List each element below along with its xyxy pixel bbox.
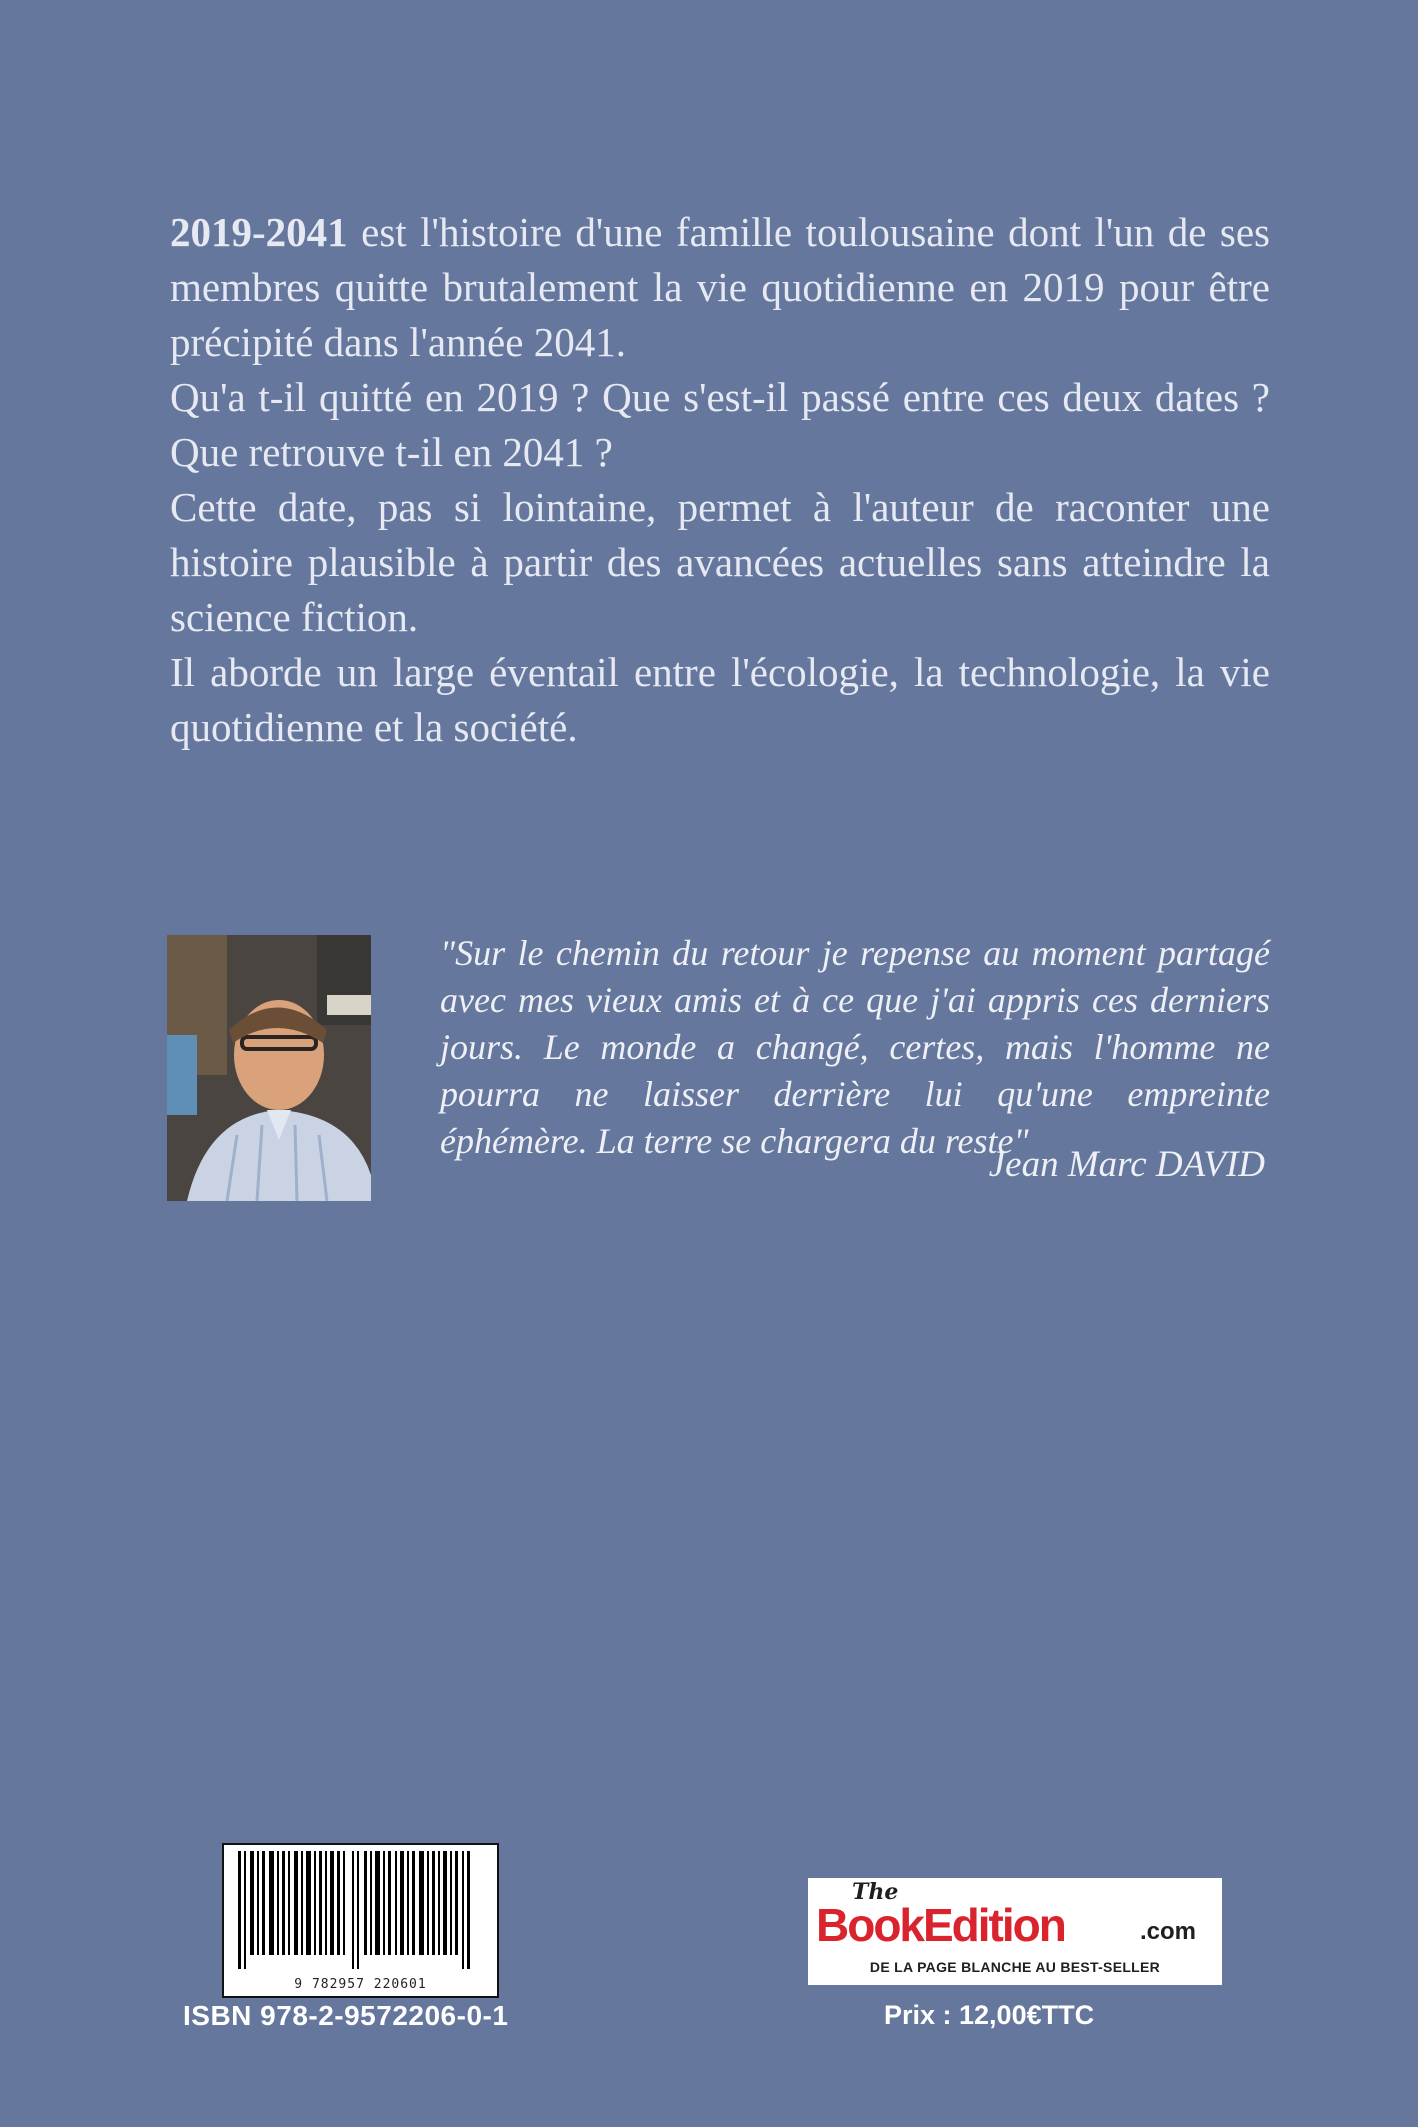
isbn-number: ISBN 978-2-9572206-0-1 (183, 2000, 509, 2031)
publisher-logo (808, 1878, 1222, 1985)
author-photo-image (167, 935, 371, 1201)
blurb-line-1: est l'histoire d'une famille toulousaine dont l'un de ses membres quitte brutalement la vie quotidienne en 2019 pour être précipité dans l'année 2041. (170, 209, 1270, 365)
quote-text: "Sur le chemin du retour je repense au moment partagé avec mes vieux amis et à ce que j'ai appris ces derniers jours. Le monde a changé, certes, mais l'homme ne pourra ne laisser derrière lui qu'une empreinte éphémère. La terre se chargera du reste" (440, 933, 1270, 1161)
price-label: Prix : 12,00€TTC (884, 2000, 1095, 2030)
isbn-barcode (222, 1843, 499, 1998)
logo-tagline: DE LA PAGE BLANCHE AU BEST-SELLER (869, 1959, 1161, 1975)
blurb-paragraph-1 (170, 205, 1270, 370)
blurb-line-3: Cette date, pas si lointaine, permet à l'auteur de raconter une histoire plausible à partir des avancées actuelles sans atteindre la science fiction. (170, 484, 1270, 640)
logo-brand: BookEdition (816, 1899, 1065, 1951)
logo-the: The (852, 1879, 899, 1905)
barcode-bars-icon (224, 1845, 497, 1970)
book-title-lead: 2019-2041 (170, 209, 348, 255)
author-photo (167, 935, 371, 1201)
quote-author: Jean Marc DAVID (988, 1144, 1265, 1185)
blurb-line-2: Qu'a t-il quitté en 2019 ? Que s'est-il passé entre ces deux dates ? Que retrouve t-il en 2041 ? (170, 374, 1270, 475)
author-quote (440, 930, 1270, 1165)
barcode-digits: 9 782957 220601 (294, 1977, 427, 1992)
back-cover-blurb (170, 205, 1270, 755)
logo-domain: .com (1140, 1918, 1197, 1945)
blurb-line-4: Il aborde un large éventail entre l'écologie, la technologie, la vie quotidienne et la société. (170, 649, 1270, 750)
